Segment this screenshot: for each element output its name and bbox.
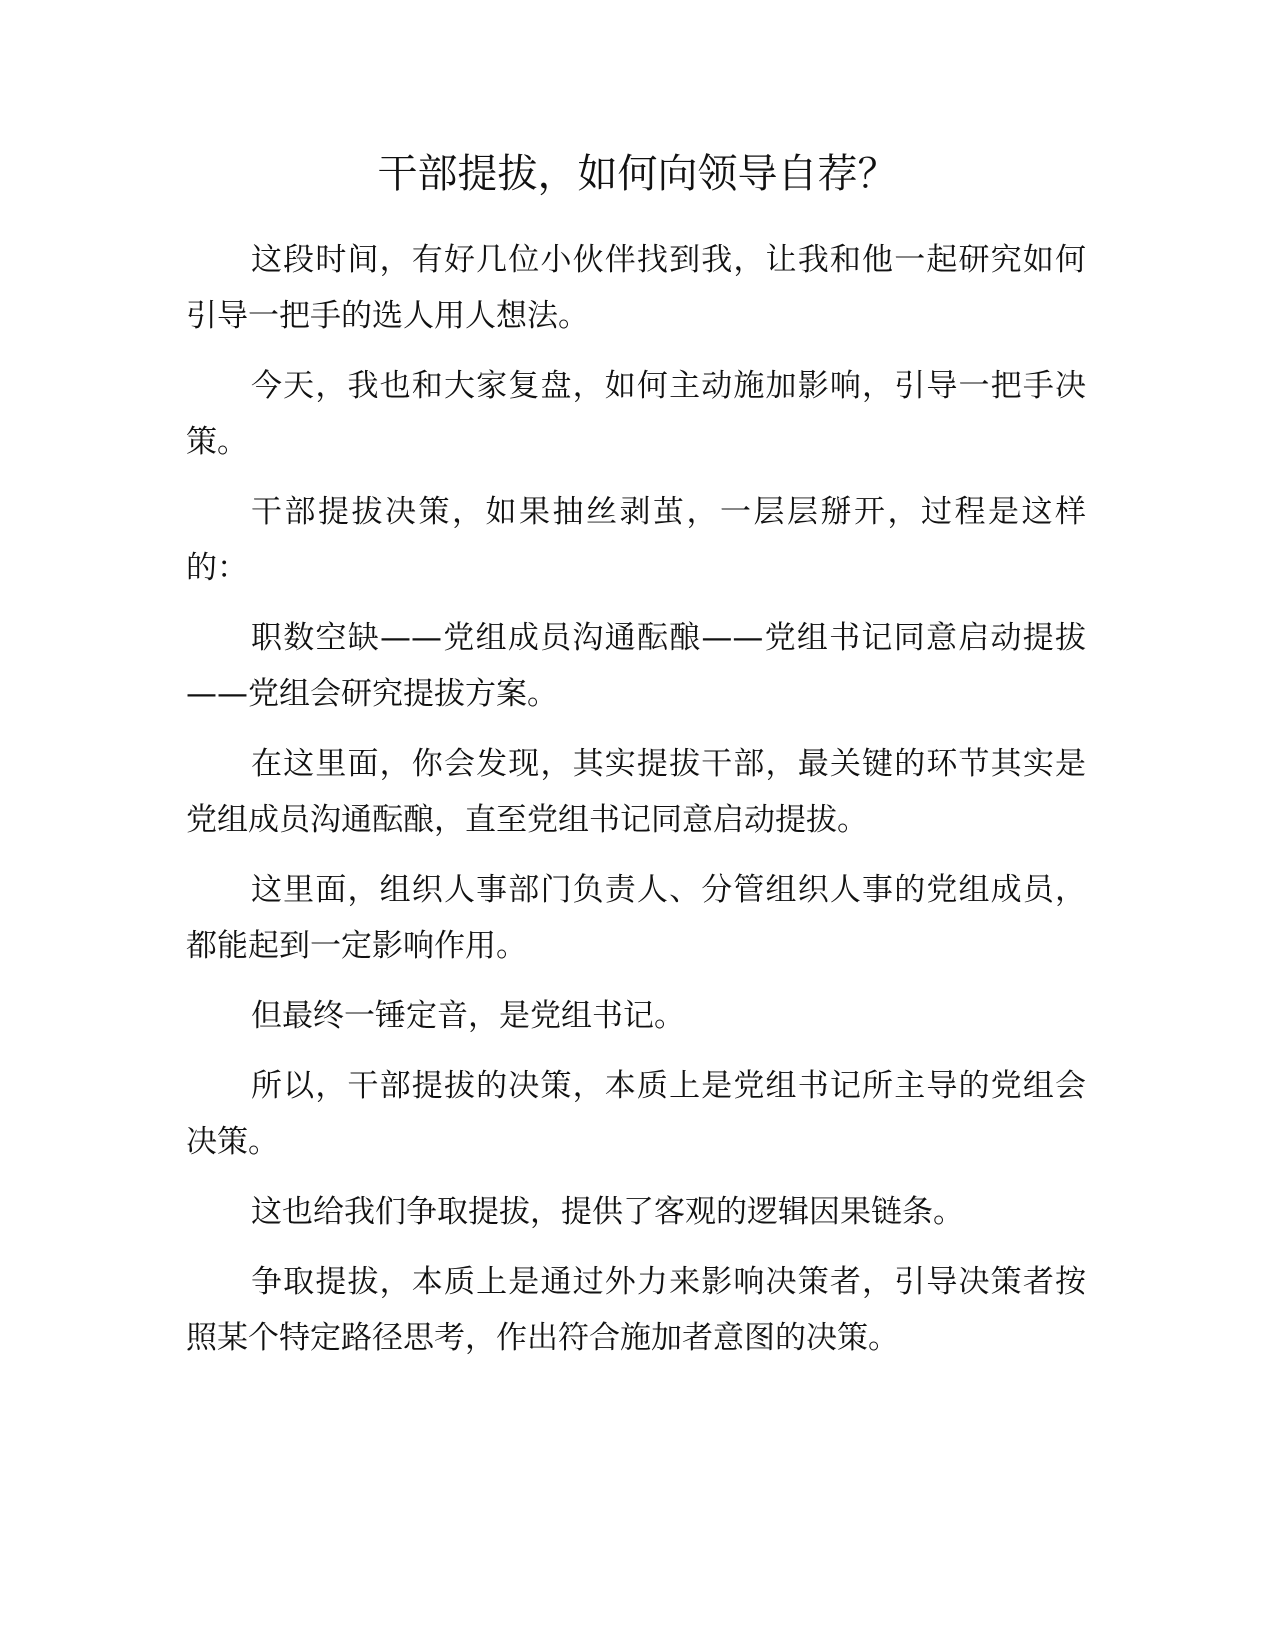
- paragraph: 干部提拔决策，如果抽丝剥茧，一层层掰开，过程是这样的：: [186, 494, 1086, 586]
- paragraph: 职数空缺——党组成员沟通酝酿——党组书记同意启动提拔——党组会研究提拔方案。: [186, 620, 1086, 712]
- paragraph: 但最终一锤定音，是党组书记。: [251, 998, 685, 1034]
- paragraph: 这段时间，有好几位小伙伴找到我，让我和他一起研究如何引导一把手的选人用人想法。: [186, 242, 1086, 334]
- paragraph: 今天，我也和大家复盘，如何主动施加影响，引导一把手决策。: [186, 368, 1086, 460]
- paragraph: 在这里面，你会发现，其实提拔干部，最关键的环节其实是党组成员沟通酝酿，直至党组书记同意启动提拔。: [186, 746, 1086, 838]
- paragraph: 争取提拔，本质上是通过外力来影响决策者，引导决策者按照某个特定路径思考，作出符合施加者意图的决策。: [186, 1264, 1086, 1356]
- document-title: 干部提拔，如何向领导自荐？: [377, 151, 898, 197]
- paragraph: 所以，干部提拔的决策，本质上是党组书记所主导的党组会决策。: [186, 1068, 1086, 1160]
- paragraph: 这也给我们争取提拔，提供了客观的逻辑因果链条。: [251, 1194, 964, 1230]
- document-body: [186, 232, 1086, 1380]
- paragraph: 这里面，组织人事部门负责人、分管组织人事的党组成员，都能起到一定影响作用。: [186, 872, 1086, 964]
